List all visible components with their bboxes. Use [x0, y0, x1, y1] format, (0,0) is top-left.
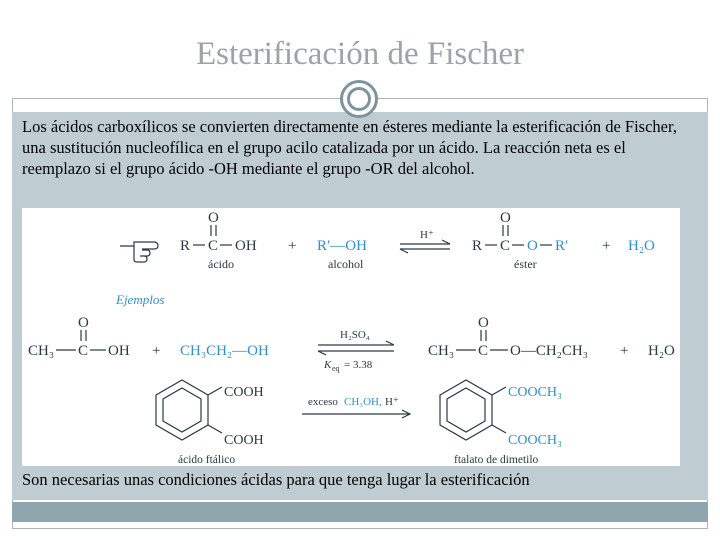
- general-acid-r: R: [180, 238, 191, 254]
- ex1-acid-o: O: [78, 315, 89, 331]
- ex1-prod-carbonyl-o: O: [478, 315, 489, 331]
- ex1-keq-symbol: K: [324, 359, 332, 371]
- examples-label: Ejemplos: [116, 292, 165, 307]
- general-plus-2: +: [602, 238, 611, 254]
- general-ester-r: R: [472, 238, 483, 254]
- label-alcohol: alcohol: [328, 257, 364, 271]
- phthalic-acid-ring: [156, 380, 222, 440]
- dimethyl-phthalate-ring: [440, 380, 506, 440]
- slide-title: Esterificación de Fischer: [195, 36, 525, 72]
- ex1-keq-value: = 3.38: [344, 359, 373, 371]
- ex1-water: H₂O: [648, 343, 675, 359]
- general-ester-carbonyl-o: O: [500, 210, 511, 226]
- general-alcohol: R′—OH: [317, 238, 367, 254]
- ex2-cooch3-top: COOCH₃: [508, 385, 562, 400]
- ex2-cooch3-bottom: COOCH₃: [508, 433, 562, 448]
- general-ester-o: O: [527, 238, 538, 254]
- label-acid: ácido: [208, 257, 234, 271]
- ex2-cooh-top: COOH: [224, 385, 264, 400]
- general-acid-o: O: [208, 210, 219, 226]
- reaction-diagram: [22, 208, 680, 466]
- general-reaction: [120, 210, 655, 271]
- circle-ornament-icon: [340, 80, 378, 118]
- body-paragraph: Los ácidos carboxílicos se convierten directamente en ésteres mediante la esterificación de Fischer, una sustitución nucleofílica en el grupo acilo catalizada por un ácido. La reacción neta es el reemplazo si el grupo ácido -OH mediante el grupo -OR del alcohol.: [22, 117, 677, 178]
- general-acid-c: C: [208, 238, 219, 254]
- general-ester-r2: R′: [555, 238, 569, 254]
- ex2-condition-prefix: exceso: [308, 396, 338, 408]
- general-ester-c: C: [500, 238, 511, 254]
- ex1-acid-c: C: [78, 343, 89, 359]
- ex2-cooh-bottom: COOH: [224, 433, 264, 448]
- general-plus-1: +: [288, 238, 297, 254]
- ex1-plus: +: [152, 343, 161, 359]
- example-1-reaction: [28, 315, 675, 373]
- example-2-reaction: [156, 380, 562, 466]
- ex1-prod-ch3: CH₃: [428, 343, 455, 359]
- ex1-alcohol: CH₃CH₂—OH: [180, 343, 269, 359]
- ex1-acid-oh: OH: [108, 343, 130, 359]
- general-catalyst: H⁺: [420, 229, 434, 241]
- figure-caption: Son necesarias unas condiciones ácidas para que tenga lugar la esterificación: [22, 470, 530, 489]
- ex1-prod-chain: O—CH₂CH₃: [510, 343, 588, 359]
- label-dimethyl-phthalate: ftalato de dimetilo: [454, 454, 539, 466]
- label-ester: éster: [514, 257, 537, 271]
- footer-bar: [12, 502, 708, 522]
- pointing-hand-icon: [120, 242, 158, 262]
- ex2-condition-suffix: H⁺: [385, 396, 399, 408]
- ex1-water-plus: +: [620, 343, 629, 359]
- ex1-catalyst: H₂SO₄: [340, 329, 370, 341]
- ex2-condition-reagent: CH₃OH,: [344, 396, 382, 408]
- reaction-figure: [22, 208, 680, 466]
- ex1-prod-c: C: [478, 343, 489, 359]
- ex1-acid-ch3: CH₃: [28, 343, 55, 359]
- label-phthalic-acid: ácido ftálico: [178, 454, 236, 466]
- general-water: H₂O: [628, 238, 655, 254]
- general-acid-oh: OH: [235, 238, 257, 254]
- ex1-keq-sub: eq: [332, 364, 340, 373]
